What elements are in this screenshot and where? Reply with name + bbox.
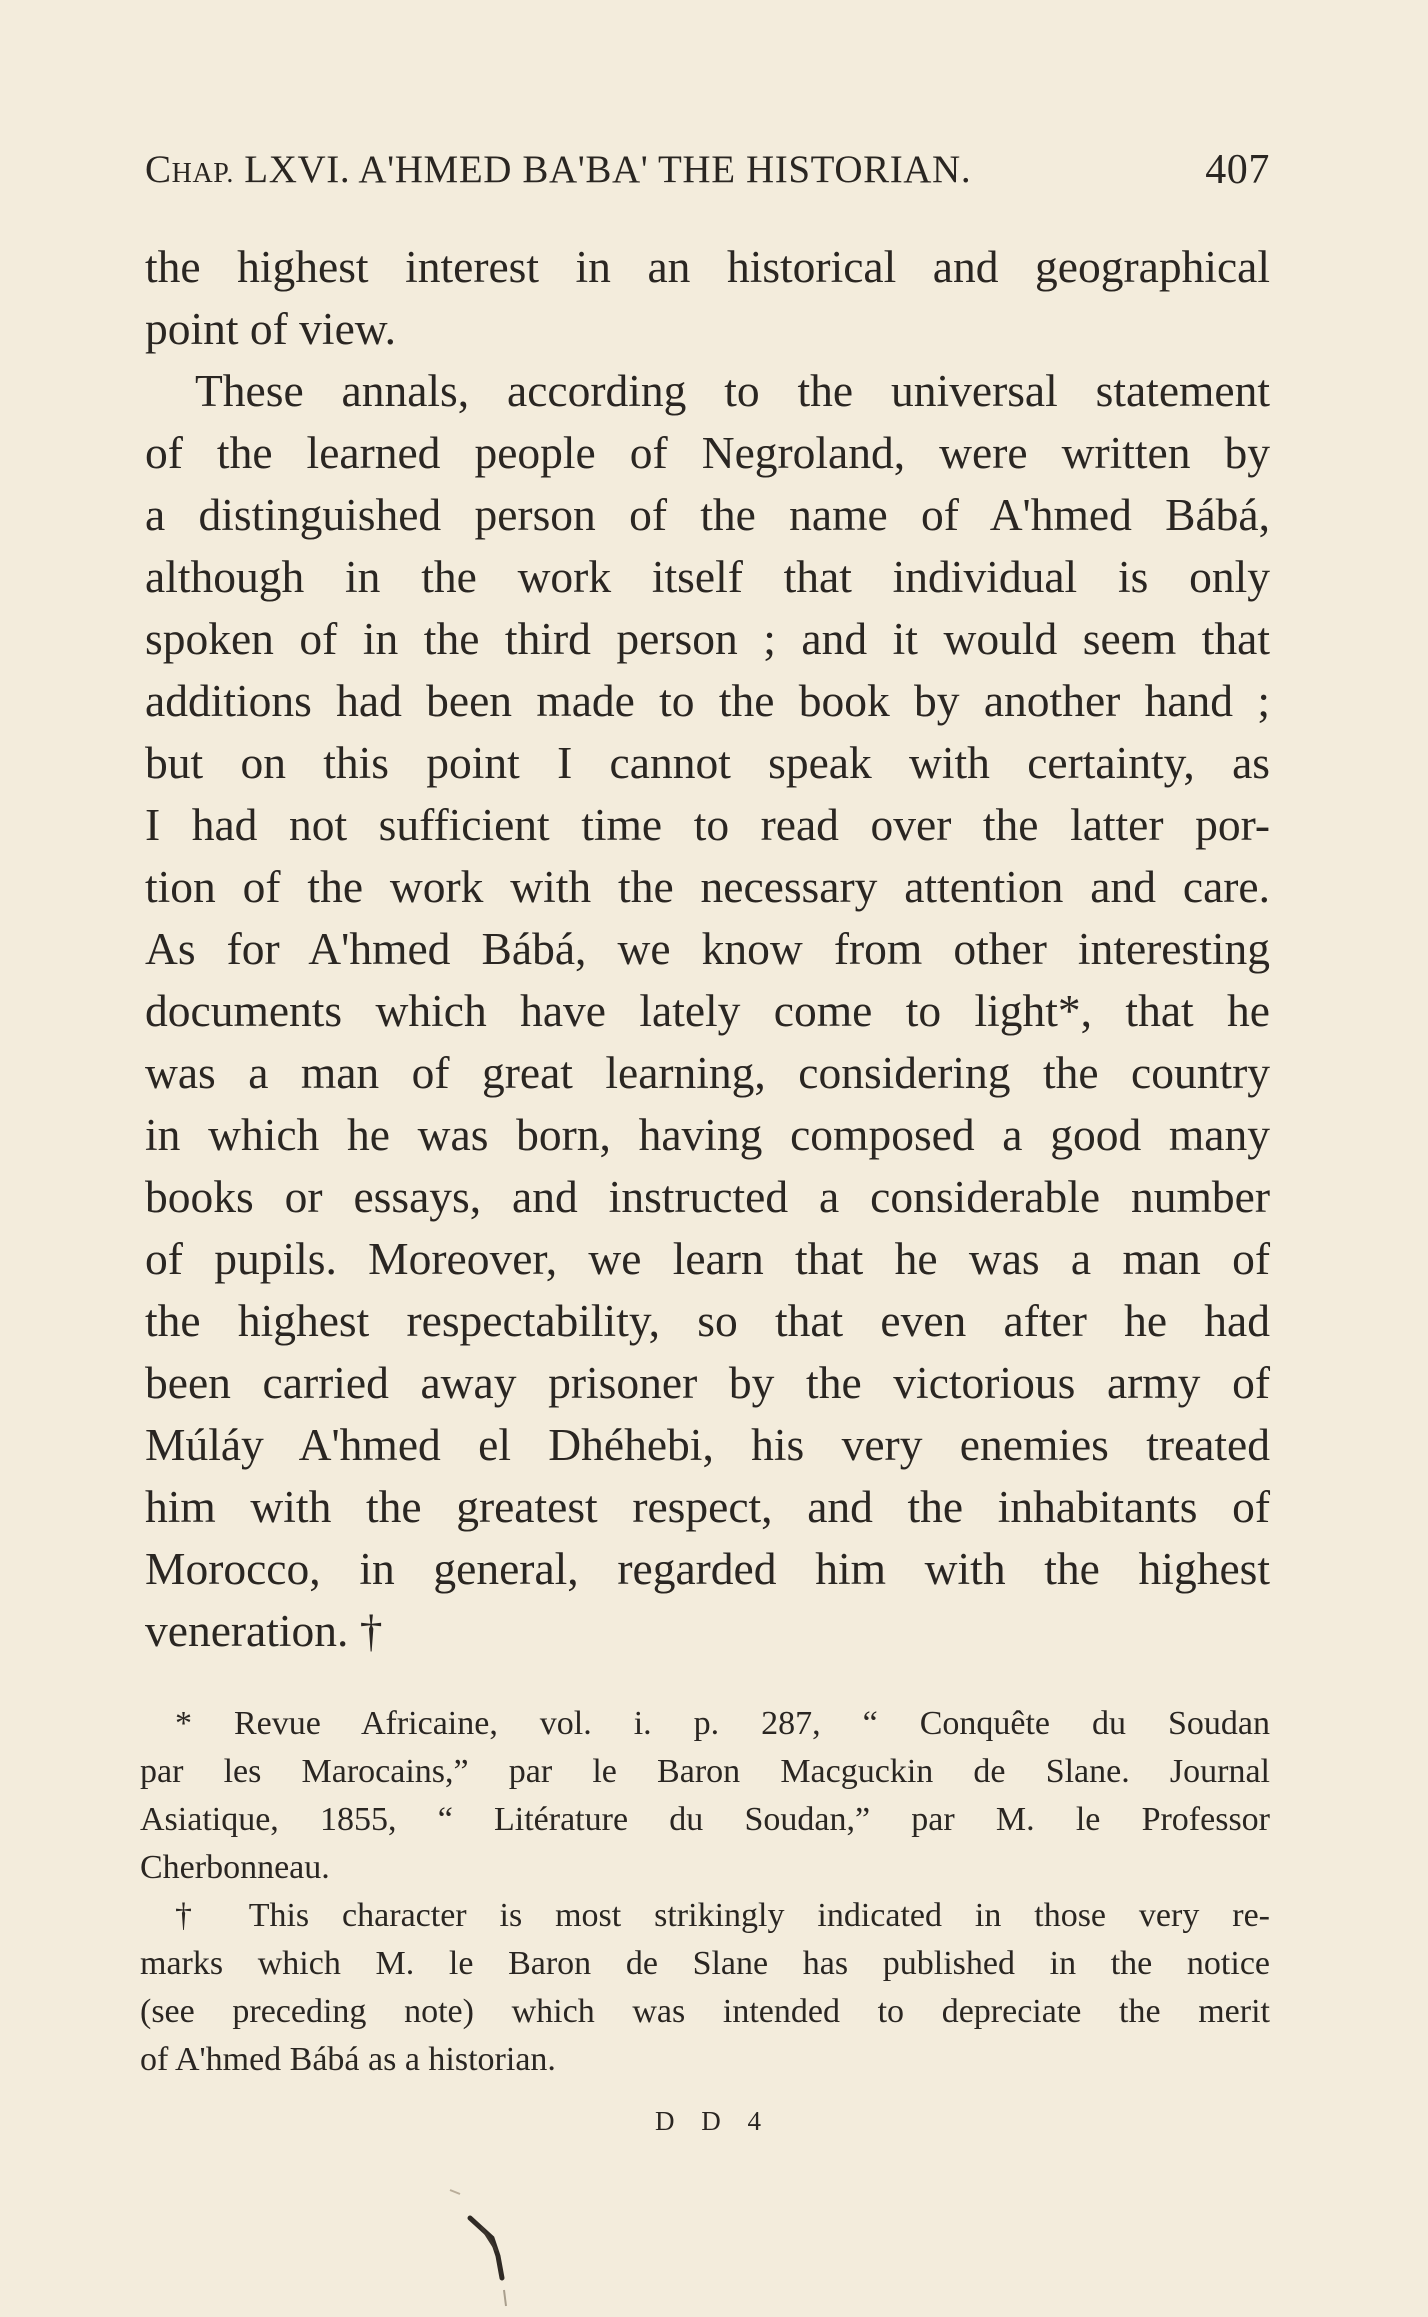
footnote-line: * Revue Africaine, vol. i. p. 287, “ Conquête du Soudan bbox=[175, 1705, 1270, 1742]
running-header bbox=[145, 140, 1270, 200]
text-line: a distinguished person of the name of A'hmed Bábá, bbox=[145, 489, 1270, 540]
text-line: the highest interest in an historical and geographical bbox=[145, 241, 1270, 292]
text-line: point of view. bbox=[145, 303, 397, 354]
text-line: him with the greatest respect, and the inhabitants of bbox=[145, 1481, 1270, 1532]
signature-mark: D D 4 bbox=[655, 2106, 771, 2136]
text-line: I had not sufficient time to read over the latter por- bbox=[145, 799, 1270, 850]
footnote-1 bbox=[140, 1700, 1270, 1892]
chapter-title bbox=[145, 140, 971, 204]
ink-blemish-icon bbox=[430, 2180, 550, 2310]
text-line: the highest respectability, so that even after he had bbox=[145, 1295, 1270, 1346]
text-line: These annals, according to the universal statement bbox=[195, 365, 1270, 416]
chapter-abbrev: HAP. bbox=[171, 158, 234, 189]
text-line: been carried away prisoner by the victorious army of bbox=[145, 1357, 1270, 1408]
text-line: spoken of in the third person ; and it would seem that bbox=[145, 613, 1270, 664]
chapter-heading: LXVI. A'HMED BA'BA' THE HISTORIAN. bbox=[244, 148, 972, 191]
footnote-line: of A'hmed Bábá as a historian. bbox=[140, 2041, 556, 2078]
text-line: Morocco, in general, regarded him with the highest bbox=[145, 1543, 1270, 1594]
text-line: Múláy A'hmed el Dhéhebi, his very enemies treated bbox=[145, 1419, 1270, 1470]
text-line: of the learned people of Negroland, were written by bbox=[145, 427, 1270, 478]
text-line: additions had been made to the book by another hand ; bbox=[145, 675, 1270, 726]
text-line: As for A'hmed Bábá, we know from other interesting bbox=[145, 923, 1270, 974]
text-line: documents which have lately come to light*, that he bbox=[145, 985, 1270, 1036]
page-number: 407 bbox=[1205, 147, 1270, 193]
footnote-2 bbox=[140, 1892, 1270, 2084]
text-line: tion of the work with the necessary attention and care. bbox=[145, 861, 1270, 912]
footnote-line: † This character is most strikingly indicated in those very re- bbox=[175, 1897, 1270, 1934]
footnote-line: Cherbonneau. bbox=[140, 1849, 330, 1886]
chapter-initial: C bbox=[145, 148, 172, 191]
footnote-line: Asiatique, 1855, “ Litérature du Soudan,” par M. le Professor bbox=[140, 1801, 1270, 1838]
text-line: although in the work itself that individual is only bbox=[145, 551, 1270, 602]
main-text bbox=[145, 236, 1270, 1662]
text-line: in which he was born, having composed a good many bbox=[145, 1109, 1270, 1160]
footnote-line: par les Marocains,” par le Baron Macguckin de Slane. Journal bbox=[140, 1753, 1270, 1790]
text-line: of pupils. Moreover, we learn that he was a man of bbox=[145, 1233, 1270, 1284]
text-line: was a man of great learning, considering the country bbox=[145, 1047, 1270, 1098]
footnote-line: (see preceding note) which was intended to depreciate the merit bbox=[140, 1993, 1270, 2030]
text-line: but on this point I cannot speak with certainty, as bbox=[145, 737, 1270, 788]
text-line: veneration. † bbox=[145, 1605, 383, 1656]
footnote-line: marks which M. le Baron de Slane has published in the notice bbox=[140, 1945, 1270, 1982]
footnotes bbox=[140, 1700, 1270, 2084]
text-line: books or essays, and instructed a considerable number bbox=[145, 1171, 1270, 1222]
